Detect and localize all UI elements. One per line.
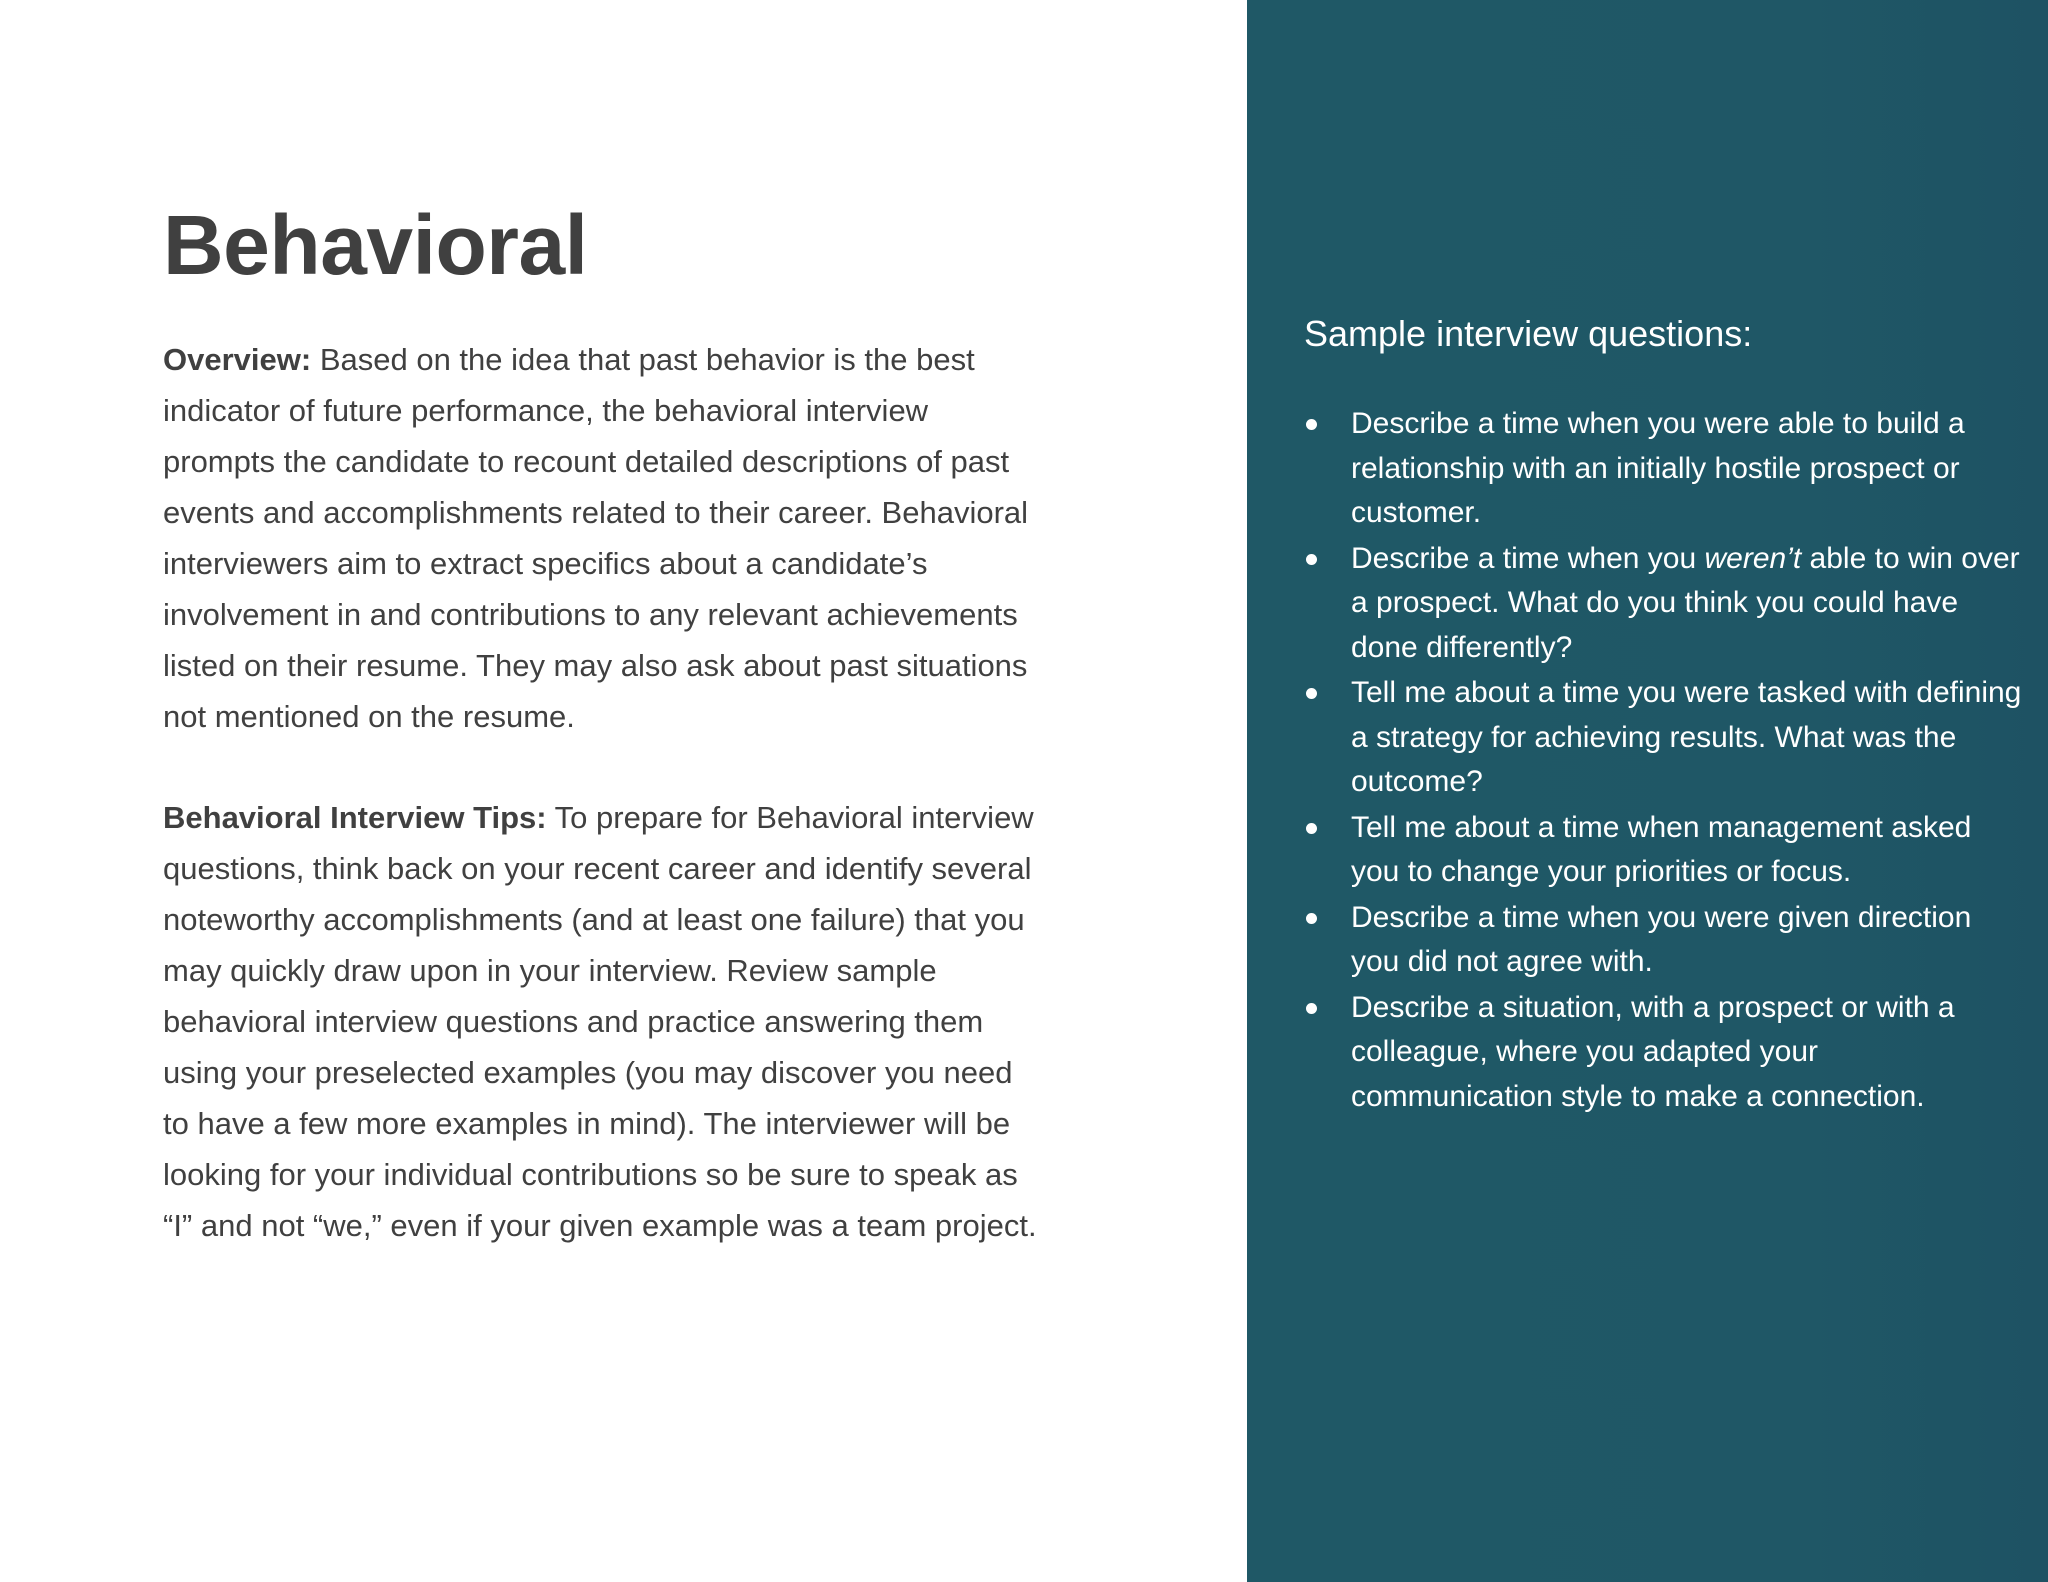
question-item — [1304, 806, 2024, 895]
question-item — [1304, 537, 2024, 671]
bullet-icon — [1306, 554, 1317, 565]
question-text-before: Describe a time when you — [1351, 541, 1705, 575]
bullet-icon — [1306, 419, 1317, 430]
question-text-after: able to win over a prospect. What do you think you could have done differently? — [1351, 541, 2020, 664]
page-title: Behavioral — [163, 198, 588, 292]
questions-sidebar — [1247, 0, 2048, 1582]
tips-paragraph — [163, 792, 1043, 1251]
overview-paragraph — [163, 334, 1043, 742]
question-text: Describe a time when you were given direction you did not agree with. — [1351, 900, 1972, 978]
question-text: Describe a time when you were able to build a relationship with an initially hostile prospect or customer. — [1351, 407, 1965, 529]
bullet-icon — [1306, 913, 1317, 924]
bullet-icon — [1306, 823, 1317, 834]
question-item — [1304, 986, 2024, 1120]
question-item — [1304, 671, 2024, 805]
overview-text: Based on the idea that past behavior is the best indicator of future performance, the behavioral interview prompts the candidate to recount detailed descriptions of past events and accomplishments related to their career. Behavioral interviewers aim to extract specifics about a candidate’s involvement in and contributions to any relevant achievements listed on their resume. They may also ask about past situations not mentioned on the resume. — [163, 342, 1029, 734]
sidebar-heading: Sample interview questions: — [1304, 313, 1753, 354]
question-emphasis: weren’t — [1704, 541, 1802, 575]
main-content — [163, 190, 1043, 1251]
question-list — [1304, 402, 2024, 1119]
tips-lead: Behavioral Interview Tips: — [163, 800, 547, 835]
question-item — [1304, 896, 2024, 985]
tips-text: To prepare for Behavioral interview questions, think back on your recent career and identify several noteworthy accomplishments (and at least one failure) that you may quickly draw upon in your interview. Review sample behavioral interview questions and practice answering them using your preselected examples (you may discover you need to have a few more examples in mind). The interviewer will be looking for your individual contributions so be sure to speak as “I” and not “we,” even if your given example was a team project. — [163, 800, 1037, 1243]
bullet-icon — [1306, 688, 1317, 699]
bullet-icon — [1306, 1003, 1317, 1014]
question-text: Tell me about a time when management asked you to change your priorities or focus. — [1351, 810, 1972, 888]
question-text: Describe a situation, with a prospect or with a colleague, where you adapted your communication style to make a connection. — [1351, 990, 1955, 1113]
question-item — [1304, 402, 2024, 536]
question-text: Tell me about a time you were tasked with defining a strategy for achieving results. What was the outcome? — [1351, 676, 2022, 798]
sidebar-content — [1304, 306, 2024, 1120]
overview-lead: Overview: — [163, 342, 312, 377]
